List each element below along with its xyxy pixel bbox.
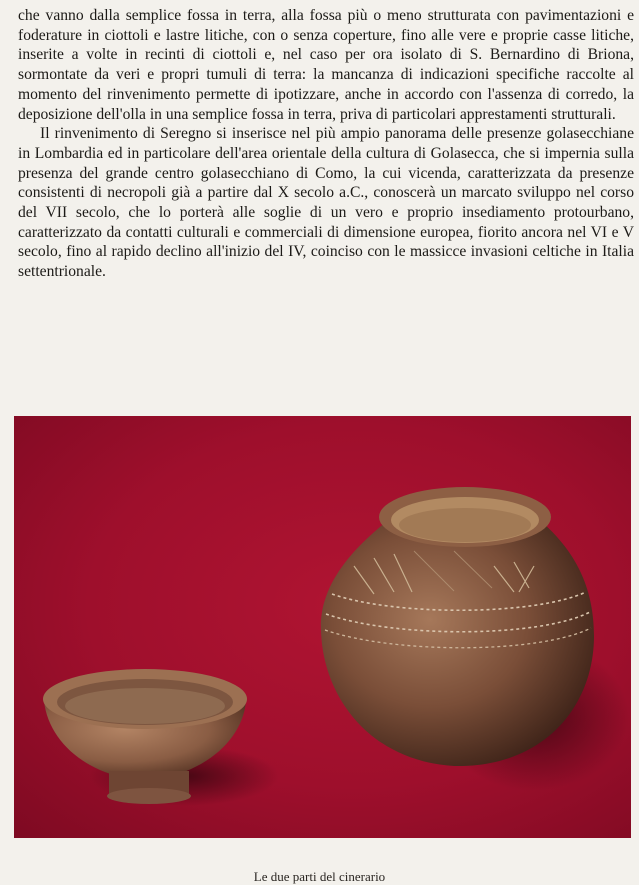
- paragraph-2: Il rinvenimento di Seregno si inserisce nel più ampio panorama delle presenze golasecchiane in Lombardia ed in particolare dell'area orientale della cultura di Golasecca, che si impernia sulla presenza del grande centro golasecchiano di Como, la cui vicenda, caratterizzata da presenze consistenti di necropoli già a partire dal X secolo a.C., conoscerà un marcato sviluppo nel corso del VII secolo, che lo porterà alle soglie di un vero e proprio insediamento protourbano, caratterizzato da contatti culturali e commerciali di dimensione europea, fiorito ancora nel VI e V secolo, fino al rapido declino all'inizio del IV, coinciso con le massicce invasioni celtiche in Italia settentrionale.: [18, 125, 634, 281]
- pottery-photo: [14, 416, 631, 838]
- pottery-illustration: [14, 416, 631, 838]
- paragraph-1: che vanno dalla semplice fossa in terra, alla fossa più o meno strutturata con pavimentazioni e foderature in ciottoli e lastre litiche, con o senza coperture, fino alle vere e proprie casse litiche, inserite a volte in recinti di ciottoli e, nel caso per ora isolato di S. Bernardino di Briona, sormontate da veri e propri tumuli di terra: la mancanza di indicazioni specifiche raccolte al momento del rinvenimento permette di ipotizzare, anche in accordo con l'assenza di corredo, la deposizione dell'olla in una semplice fossa in terra, priva di particolari apprestamenti strutturali.: [18, 7, 634, 123]
- body-text: [18, 6, 634, 282]
- cinerary-jar: [321, 487, 594, 766]
- figure-caption: Le due parti del cinerario: [253, 869, 386, 884]
